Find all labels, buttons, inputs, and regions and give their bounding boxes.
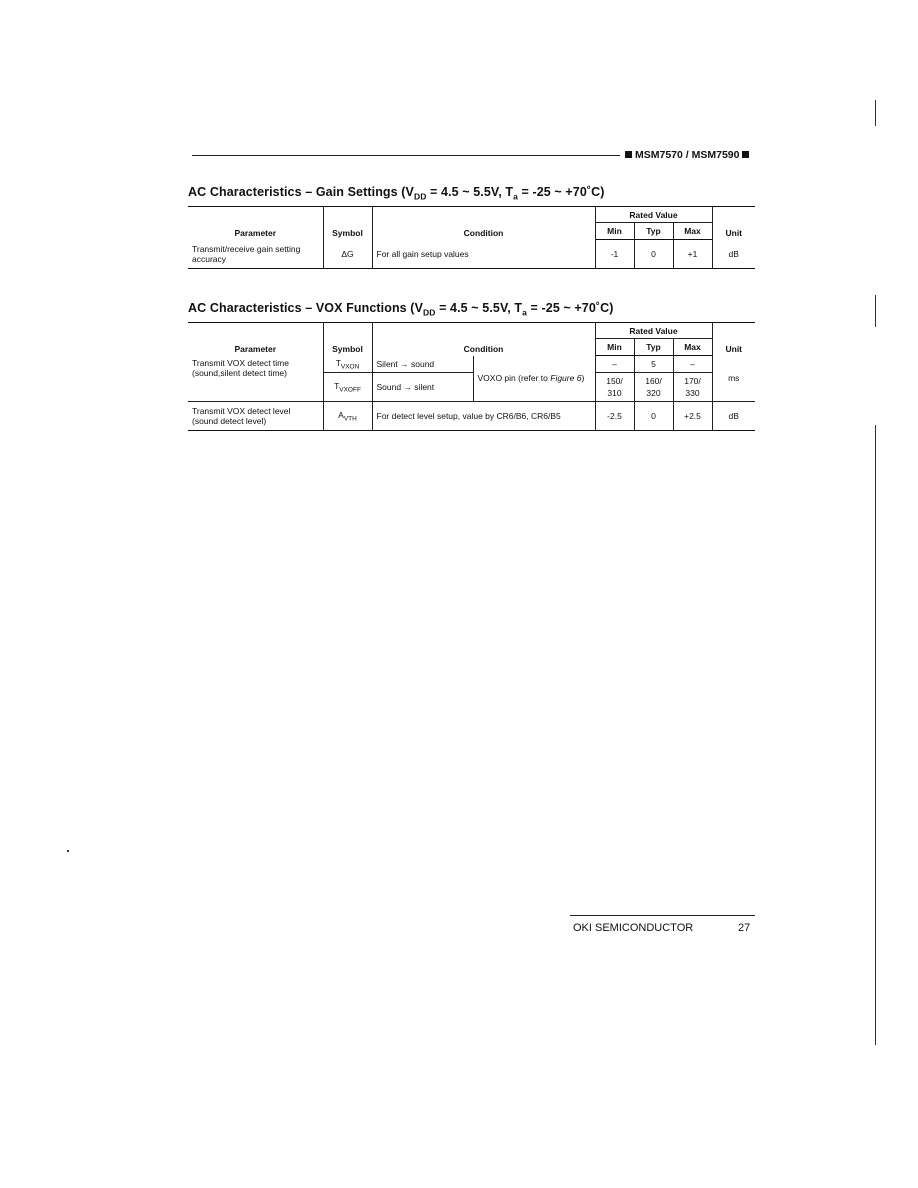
vox-off-min: 150/ 310 [595, 373, 634, 402]
scan-edge-mark [875, 295, 876, 327]
vox-level-symbol: $A_{VTH}$ [323, 402, 372, 431]
vox-level-min: -2.5 [595, 402, 634, 431]
col-header-condition: Condition [372, 323, 595, 356]
vox-off-symbol: $T_{VXOFF}$ [323, 373, 372, 402]
header-title [622, 149, 752, 161]
square-bullet-icon [742, 151, 749, 158]
vox-off-typ: 160/ 320 [634, 373, 673, 402]
row-symbol: ΔG [323, 240, 372, 269]
scan-edge-line [875, 425, 876, 1045]
vox-time-unit: ms [712, 356, 755, 402]
vox-on-min: – [595, 356, 634, 373]
gain-settings-table [188, 206, 755, 269]
col-header-min: Min [595, 339, 634, 356]
footer-company: OKI SEMICONDUCTOR [573, 922, 694, 934]
col-header-symbol: Symbol [323, 323, 372, 356]
row-parameter: Transmit/receive gain setting accuracy [188, 240, 323, 269]
vox-on-typ: 5 [634, 356, 673, 373]
header-title-text: MSM7570 / MSM7590 [635, 149, 740, 161]
col-header-typ: Typ [634, 339, 673, 356]
col-header-condition: Condition [372, 207, 595, 240]
row-condition: For all gain setup values [372, 240, 595, 269]
vox-level-parameter: Transmit VOX detect level (sound detect level) [188, 402, 323, 431]
row-max: +1 [673, 240, 712, 269]
table-row [188, 356, 755, 373]
vox-off-max: 170/ 330 [673, 373, 712, 402]
vox-level-max: +2.5 [673, 402, 712, 431]
table-row [188, 402, 755, 431]
vox-time-parameter: Transmit VOX detect time (sound,silent detect time) [188, 356, 323, 402]
vox-on-condition: Silent → sound [372, 356, 473, 373]
vox-level-typ: 0 [634, 402, 673, 431]
vox-level-condition: For detect level setup, value by CR6/B6, CR6/B5 [372, 402, 595, 431]
col-header-parameter: Parameter [188, 323, 323, 356]
vox-section-title: AC Characteristics – VOX Functions ($V_{DD} = 4.5$ ~ 5.5V, $T_a = -25$ ~ +70˚C) [188, 301, 614, 318]
col-header-rated-value: Rated Value [595, 207, 712, 223]
col-header-parameter: Parameter [188, 207, 323, 240]
vox-pin-condition: VOXO pin (refer to Figure 6) [473, 356, 595, 402]
col-header-unit: Unit [712, 207, 755, 240]
row-min: -1 [595, 240, 634, 269]
scan-dot [67, 850, 69, 852]
col-header-max: Max [673, 339, 712, 356]
page-number: 27 [738, 922, 751, 934]
scan-edge-mark [875, 100, 876, 126]
col-header-min: Min [595, 223, 634, 240]
footer-rule [570, 915, 755, 916]
table-row [188, 240, 755, 269]
vox-functions-table [188, 322, 755, 431]
row-typ: 0 [634, 240, 673, 269]
header-rule [192, 155, 620, 156]
col-header-max: Max [673, 223, 712, 240]
vox-level-unit: dB [712, 402, 755, 431]
vox-on-max: – [673, 356, 712, 373]
gain-section-title: AC Characteristics – Gain Settings ($V_{DD} = 4.5$ ~ 5.5V, $T_a = -25$ ~ +70˚C) [188, 185, 605, 202]
square-bullet-icon [625, 151, 632, 158]
vox-on-symbol: $T_{VXON}$ [323, 356, 372, 373]
vox-off-condition: Sound → silent [372, 373, 473, 402]
col-header-symbol: Symbol [323, 207, 372, 240]
col-header-typ: Typ [634, 223, 673, 240]
col-header-rated-value: Rated Value [595, 323, 712, 339]
col-header-unit: Unit [712, 323, 755, 356]
row-unit: dB [712, 240, 755, 269]
